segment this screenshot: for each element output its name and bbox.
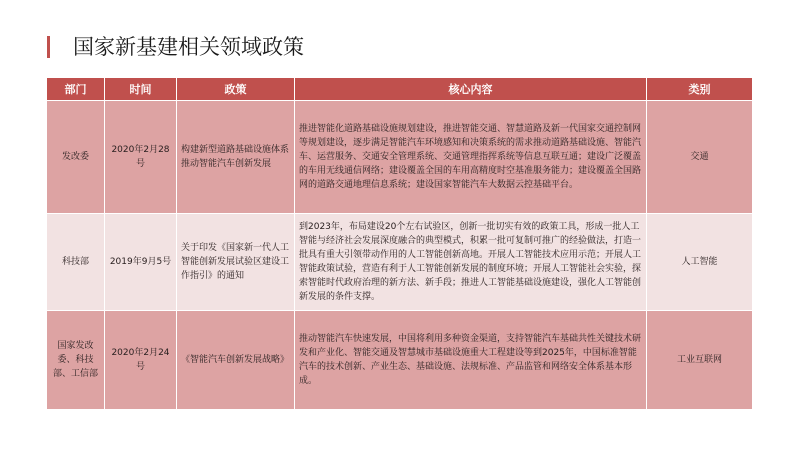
table-row (47, 311, 753, 410)
header-category: 类别 (647, 78, 753, 101)
header-content: 核心内容 (295, 78, 647, 101)
cell-policy: 关于印发《国家新一代人工智能创新发展试验区建设工作指引》的通知 (177, 214, 295, 311)
cell-policy: 构建新型道路基础设施体系 推动智能汽车创新发展 (177, 101, 295, 214)
cell-category: 工业互联网 (647, 311, 753, 410)
cell-date: 2020年2月28号 (105, 101, 177, 214)
header-date: 时间 (105, 78, 177, 101)
header-dept: 部门 (47, 78, 105, 101)
policy-table (46, 77, 753, 410)
cell-content: 推动智能汽车快速发展，中国将利用多种资金渠道，支持智能汽车基础共性关键技术研发和产业化、智能交通及智慧城市基础设施重大工程建设等到2025年，中国标准智能汽车的技术创新、产业生态、基础设施、法规标准、产品监管和网络安全体系基本形成。 (295, 311, 647, 410)
cell-content: 到2023年，布局建设20个左右试验区，创新一批切实有效的政策工具，形成一批人工智能与经济社会发展深度融合的典型模式，积累一批可复制可推广的经验做法，打造一批具有重大引领带动作用的人工智能创新高地。开展人工智能技术应用示范；开展人工智能政策试验，营造有利于人工智能创新发展的制度环境；开展人工智能社会实验，探索智能时代政府治理的新方法、新手段；推进人工智能基础设施建设，强化人工智能创新发展的条件支撑。 (295, 214, 647, 311)
page-title: 国家新基建相关领域政策 (73, 35, 304, 59)
cell-date: 2019年9月5号 (105, 214, 177, 311)
cell-policy: 《智能汽车创新发展战略》 (177, 311, 295, 410)
title-accent-bar (47, 36, 50, 58)
cell-dept: 发改委 (47, 101, 105, 214)
table-header-row (47, 78, 753, 101)
header-policy: 政策 (177, 78, 295, 101)
table-row (47, 101, 753, 214)
cell-date: 2020年2月24号 (105, 311, 177, 410)
table-row (47, 214, 753, 311)
cell-content: 推进智能化道路基础设施规划建设，推进智能交通、智慧道路及新一代国家交通控制网等规划建设，逐步满足智能汽车环境感知和决策系统的需求推动道路基础设施、智能汽车、运营服务、交通安全管理系统、交通管理指挥系统等信息互联互通；建设广泛覆盖的车用无线通信网络；建设覆盖全国的车用高精度时空基准服务能力；建设覆盖全国路网的道路交通地理信息系统；建设国家智能汽车大数据云控基础平台。 (295, 101, 647, 214)
cell-category: 交通 (647, 101, 753, 214)
cell-dept: 科技部 (47, 214, 105, 311)
cell-category: 人工智能 (647, 214, 753, 311)
cell-dept: 国家发改委、科技部、工信部 (47, 311, 105, 410)
